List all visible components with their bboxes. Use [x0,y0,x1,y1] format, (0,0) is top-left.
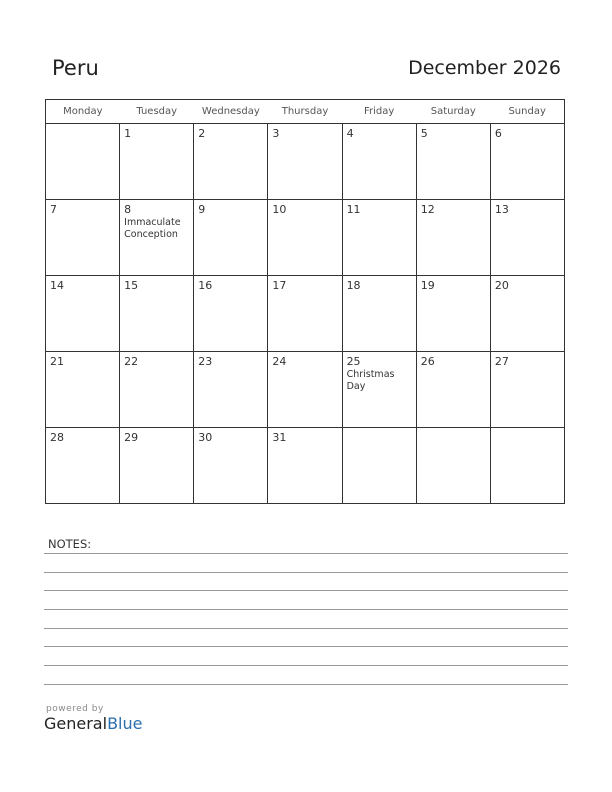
week-row [46,124,565,200]
day-cell [120,276,194,352]
logo-general: General [44,714,108,733]
note-line [44,609,568,610]
weekday-header: Friday [342,100,416,124]
weekday-header: Wednesday [194,100,268,124]
brand-logo [44,704,142,734]
day-cell [194,124,268,200]
holiday-label: Christmas Day [346,369,395,392]
generalblue-logo [44,714,142,734]
day-cell [194,276,268,352]
day-cell [342,124,416,200]
holiday-label: Immaculate Conception [124,217,181,240]
day-number: 16 [198,279,213,292]
day-number: 1 [124,127,132,140]
day-cell [268,200,342,276]
weekday-header-row [46,100,565,124]
note-line [44,646,568,647]
day-cell [416,352,490,428]
day-cell [194,352,268,428]
day-cell [194,200,268,276]
day-cell [490,200,564,276]
day-cell [342,352,416,428]
day-cell [490,276,564,352]
day-number: 5 [420,127,428,140]
day-cell [46,352,120,428]
day-number: 23 [198,355,213,368]
day-number: 17 [272,279,287,292]
day-number: 6 [494,127,502,140]
weekday-header: Saturday [416,100,490,124]
note-line [44,684,568,685]
day-cell [490,352,564,428]
day-number: 11 [346,203,361,216]
notes-label: NOTES: [48,537,92,551]
day-number: 31 [272,431,287,444]
day-cell [268,276,342,352]
day-cell [416,428,490,504]
day-cell [120,200,194,276]
logo-blue: Blue [107,714,143,733]
day-number: 18 [346,279,361,292]
day-number: 22 [124,355,139,368]
day-number: 25 [346,355,361,368]
day-cell [416,200,490,276]
day-number: 19 [420,279,435,292]
day-number: 2 [198,127,206,140]
note-line [44,590,568,591]
note-line [44,665,568,666]
month-title: December 2026 [408,57,561,79]
day-number: 15 [124,279,139,292]
day-number: 13 [494,203,509,216]
day-cell [342,200,416,276]
day-number: 4 [346,127,354,140]
day-number: 26 [420,355,435,368]
day-number: 3 [272,127,280,140]
day-number: 24 [272,355,287,368]
weekday-header: Sunday [490,100,564,124]
day-number: 9 [198,203,206,216]
day-cell [120,352,194,428]
day-cell [342,428,416,504]
week-row [46,428,565,504]
day-number: 28 [50,431,64,444]
day-cell [342,276,416,352]
weekday-header: Monday [46,100,120,124]
weekday-header: Thursday [268,100,342,124]
day-cell [194,428,268,504]
day-number: 10 [272,203,287,216]
day-number: 20 [494,279,509,292]
day-cell [46,428,120,504]
day-number: 14 [50,279,64,292]
day-cell [120,124,194,200]
note-line [44,628,568,629]
day-cell [46,124,120,200]
day-cell [46,276,120,352]
day-number: 27 [494,355,509,368]
day-number: 21 [50,355,64,368]
day-cell [416,124,490,200]
week-row [46,352,565,428]
day-cell [490,428,564,504]
day-number: 30 [198,431,213,444]
day-cell [268,352,342,428]
day-number: 29 [124,431,139,444]
day-cell [268,428,342,504]
note-line [44,572,568,573]
day-number: 12 [420,203,435,216]
day-cell [416,276,490,352]
powered-by-text: powered by [46,704,104,714]
day-cell [268,124,342,200]
country-title: Peru [52,56,99,80]
day-number: 7 [50,203,57,216]
day-cell [46,200,120,276]
week-row [46,276,565,352]
day-cell [120,428,194,504]
week-row [46,200,565,276]
day-number: 8 [124,203,132,216]
note-line [44,553,568,554]
calendar-grid [45,99,565,504]
weekday-header: Tuesday [120,100,194,124]
day-cell [490,124,564,200]
